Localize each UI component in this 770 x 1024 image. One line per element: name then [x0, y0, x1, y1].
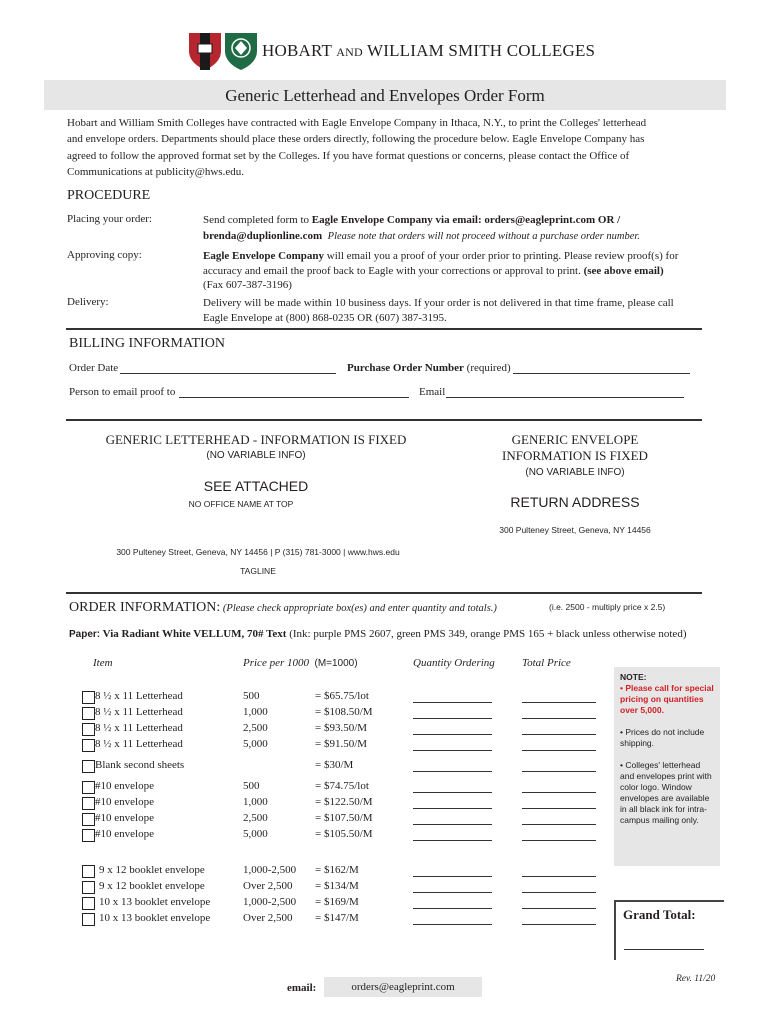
- total-price-field[interactable]: [522, 840, 596, 841]
- quantity-field[interactable]: [413, 702, 492, 703]
- item-quantity-tier: Over 2,500: [243, 880, 293, 892]
- quantity-field[interactable]: [413, 718, 492, 719]
- revision: Rev. 11/20: [676, 974, 716, 984]
- item-quantity-tier: 500: [243, 780, 260, 792]
- col-m: (M=1000): [314, 658, 358, 669]
- item-quantity-tier: 5,000: [243, 738, 268, 750]
- paper-label: Paper:: [69, 629, 101, 640]
- college-logo: [188, 31, 260, 71]
- note-special-pricing: • Please call for special pricing on quantities over 5,000.: [620, 683, 714, 715]
- item-name: 8 ½ x 11 Letterhead: [95, 690, 183, 702]
- note-title: NOTE:: [620, 672, 647, 682]
- grand-total-field[interactable]: [624, 949, 704, 950]
- divider: [66, 419, 702, 421]
- po-number-field[interactable]: [513, 373, 690, 374]
- item-price: = $65.75/lot: [315, 690, 369, 702]
- placing-order-text: [203, 213, 703, 244]
- item-checkbox[interactable]: [82, 760, 95, 773]
- item-name: #10 envelope: [95, 780, 154, 792]
- envelope-heading-1: GENERIC ENVELOPE: [511, 432, 639, 447]
- college-name: [262, 41, 595, 61]
- item-name: #10 envelope: [95, 828, 154, 840]
- divider: [66, 328, 702, 330]
- delivery-line: Eagle Envelope at (800) 868-0235 OR (607) 387-3195.: [203, 311, 447, 324]
- grand-total-label: Grand Total:: [623, 907, 696, 922]
- item-checkbox[interactable]: [82, 865, 95, 878]
- col-price: [243, 657, 358, 669]
- item-checkbox[interactable]: [82, 781, 95, 794]
- placing-text-b: Eagle Envelope Company via email: orders@eagleprint.com OR /: [311, 214, 621, 226]
- email-field[interactable]: [446, 397, 684, 398]
- billing-heading: BILLING INFORMATION: [69, 336, 225, 351]
- item-name: #10 envelope: [95, 796, 154, 808]
- item-quantity-tier: 1,000: [243, 706, 268, 718]
- quantity-field[interactable]: [413, 771, 492, 772]
- item-quantity-tier: 5,000: [243, 828, 268, 840]
- intro-paragraph: [67, 115, 707, 180]
- footer-email-box: [324, 977, 482, 997]
- shield-icon: [188, 31, 260, 71]
- footer-email-label: email:: [287, 982, 317, 994]
- intro-line: Communications at publicity@hws.edu.: [67, 165, 244, 178]
- note-box: [614, 667, 720, 866]
- order-heading-text: ORDER INFORMATION:: [69, 600, 221, 615]
- total-price-field[interactable]: [522, 771, 596, 772]
- item-name: 9 x 12 booklet envelope: [99, 880, 205, 892]
- total-price-field[interactable]: [522, 734, 596, 735]
- delivery-label: Delivery:: [67, 296, 109, 308]
- letterhead-section: [66, 432, 446, 509]
- item-price: = $74.75/lot: [315, 780, 369, 792]
- item-name: #10 envelope: [95, 812, 154, 824]
- quantity-field[interactable]: [413, 840, 492, 841]
- letterhead-subheading: (NO VARIABLE INFO): [206, 450, 306, 461]
- college-name-part1: HOBART: [262, 41, 332, 60]
- intro-line: and envelope orders. Departments should place these orders directly, following the procedure below. Eagle Envelope Company has: [67, 133, 645, 146]
- col-qty: Quantity Ordering: [413, 657, 495, 669]
- item-price: = $169/M: [315, 896, 359, 908]
- approving-copy-text: [203, 249, 703, 293]
- email-label: Email: [419, 386, 446, 398]
- total-price-field[interactable]: [522, 792, 596, 793]
- item-checkbox[interactable]: [82, 797, 95, 810]
- note-logo: • Colleges' letterhead and envelopes print with color logo. Window envelopes are available in all black ink for intra-campus mailing only.: [620, 760, 712, 825]
- see-attached: SEE ATTACHED: [203, 478, 309, 494]
- tagline: TAGLINE: [240, 566, 276, 576]
- po-label-text: Purchase Order Number: [347, 362, 464, 374]
- envelope-section: [470, 432, 680, 535]
- item-name: 10 x 13 booklet envelope: [99, 896, 211, 908]
- total-price-field[interactable]: [522, 702, 596, 703]
- quantity-field[interactable]: [413, 924, 492, 925]
- item-name: 8 ½ x 11 Letterhead: [95, 706, 183, 718]
- paper-type: Via Radiant White VELLUM, 70# Text: [100, 628, 287, 640]
- total-price-field[interactable]: [522, 924, 596, 925]
- quantity-field[interactable]: [413, 824, 492, 825]
- order-example: (i.e. 2500 - multiply price x 2.5): [549, 602, 666, 612]
- total-price-field[interactable]: [522, 824, 596, 825]
- college-name-part2: WILLIAM SMITH COLLEGES: [366, 41, 596, 60]
- ink-colors: (Ink: purple PMS 2607, green PMS 349, orange PMS 165 + black unless otherwise noted): [286, 628, 687, 640]
- placing-text-a: Send completed form to: [203, 214, 312, 226]
- quantity-field[interactable]: [413, 876, 492, 877]
- page-title: Generic Letterhead and Envelopes Order Form: [225, 86, 545, 105]
- see-above-email: (see above email): [583, 264, 664, 277]
- total-price-field[interactable]: [522, 718, 596, 719]
- item-quantity-tier: 1,000-2,500: [243, 896, 297, 908]
- intro-line: agreed to follow the approved format set by the Colleges. If you have format questions or concerns, please contact the Office of: [67, 149, 630, 162]
- item-price: = $134/M: [315, 880, 359, 892]
- order-date-field[interactable]: [120, 373, 336, 374]
- item-quantity-tier: Over 2,500: [243, 912, 293, 924]
- quantity-field[interactable]: [413, 792, 492, 793]
- item-name: 8 ½ x 11 Letterhead: [95, 738, 183, 750]
- item-checkbox[interactable]: [82, 813, 95, 826]
- quantity-field[interactable]: [413, 734, 492, 735]
- item-price: = $105.50/M: [315, 828, 373, 840]
- letterhead-heading: GENERIC LETTERHEAD - INFORMATION IS FIXED: [105, 432, 407, 447]
- item-checkbox[interactable]: [82, 897, 95, 910]
- intro-line: Hobart and William Smith Colleges have contracted with Eagle Envelope Company in Ithaca, N.Y., to print the Colleges' letterhead: [67, 117, 647, 129]
- po-required: (required): [463, 362, 511, 374]
- person-label: Person to email proof to: [69, 386, 176, 398]
- envelope-subheading: (NO VARIABLE INFO): [525, 467, 625, 478]
- paper-line: [69, 628, 686, 640]
- placing-order-label: Placing your order:: [67, 213, 152, 225]
- item-checkbox[interactable]: [82, 881, 95, 894]
- person-field[interactable]: [179, 397, 409, 398]
- order-heading: [69, 598, 497, 616]
- item-quantity-tier: 1,000: [243, 796, 268, 808]
- quantity-field[interactable]: [413, 892, 492, 893]
- item-price: = $108.50/M: [315, 706, 373, 718]
- item-checkbox[interactable]: [82, 691, 95, 704]
- col-total: Total Price: [522, 657, 571, 669]
- delivery-line: Delivery will be made within 10 business days. If your order is not delivered in that time frame, please call: [203, 297, 674, 309]
- total-price-field[interactable]: [522, 876, 596, 877]
- col-item: Item: [93, 657, 113, 669]
- no-office-name: NO OFFICE NAME AT TOP: [188, 499, 294, 509]
- order-date-label: Order Date: [69, 362, 119, 374]
- item-name: 9 x 12 booklet envelope: [99, 864, 205, 876]
- procedure-heading: PROCEDURE: [67, 188, 151, 203]
- grand-total-box: [614, 900, 724, 960]
- quantity-field[interactable]: [413, 808, 492, 809]
- order-instruction: (Please check appropriate box(es) and enter quantity and totals.): [220, 603, 497, 614]
- page-title-bar: [44, 80, 726, 110]
- item-quantity-tier: 1,000-2,500: [243, 864, 297, 876]
- return-address: RETURN ADDRESS: [510, 494, 640, 510]
- brenda-email: brenda@duplionline.com: [203, 229, 323, 242]
- eagle-company: Eagle Envelope Company: [203, 250, 325, 262]
- total-price-field[interactable]: [522, 750, 596, 751]
- item-name: 10 x 13 booklet envelope: [99, 912, 211, 924]
- item-price: = $93.50/M: [315, 722, 368, 734]
- col-price-label: Price per 1000: [243, 657, 309, 669]
- item-quantity-tier: 2,500: [243, 722, 268, 734]
- item-checkbox[interactable]: [82, 913, 95, 926]
- total-price-field[interactable]: [522, 908, 596, 909]
- item-checkbox[interactable]: [82, 723, 95, 736]
- college-name-and: AND: [336, 45, 363, 59]
- item-quantity-tier: 2,500: [243, 812, 268, 824]
- po-warning: Please note that orders will not proceed without a purchase order number.: [327, 230, 640, 242]
- item-quantity-tier: 500: [243, 690, 260, 702]
- divider: [66, 592, 702, 594]
- total-price-field[interactable]: [522, 808, 596, 809]
- envelope-address: 300 Pulteney Street, Geneva, NY 14456: [499, 525, 651, 535]
- approving-text-1: will email you a proof of your order prior to printing. Please review proof(s) for: [324, 250, 679, 262]
- item-price: = $30/M: [315, 759, 354, 771]
- po-label: [347, 362, 511, 374]
- item-checkbox[interactable]: [82, 829, 95, 842]
- approving-copy-label: Approving copy:: [67, 249, 142, 261]
- item-price: = $147/M: [315, 912, 359, 924]
- item-price: = $91.50/M: [315, 738, 368, 750]
- item-price: = $107.50/M: [315, 812, 373, 824]
- letterhead-address: 300 Pulteney Street, Geneva, NY 14456 | P (315) 781-3000 | www.hws.edu: [116, 547, 400, 557]
- approving-text-2: accuracy and email the proof back to Eagle with your corrections or approval to print.: [203, 264, 584, 277]
- item-checkbox[interactable]: [82, 707, 95, 720]
- item-name: Blank second sheets: [95, 759, 185, 771]
- fax-number: (Fax 607-387-3196): [203, 279, 292, 291]
- quantity-field[interactable]: [413, 908, 492, 909]
- envelope-heading-2: INFORMATION IS FIXED: [502, 448, 648, 463]
- item-price: = $162/M: [315, 864, 359, 876]
- item-name: 8 ½ x 11 Letterhead: [95, 722, 183, 734]
- delivery-text: [203, 296, 703, 325]
- total-price-field[interactable]: [522, 892, 596, 893]
- footer-email-value[interactable]: orders@eagleprint.com: [351, 981, 455, 993]
- item-checkbox[interactable]: [82, 739, 95, 752]
- quantity-field[interactable]: [413, 750, 492, 751]
- item-price: = $122.50/M: [315, 796, 373, 808]
- note-shipping: • Prices do not include shipping.: [620, 727, 705, 748]
